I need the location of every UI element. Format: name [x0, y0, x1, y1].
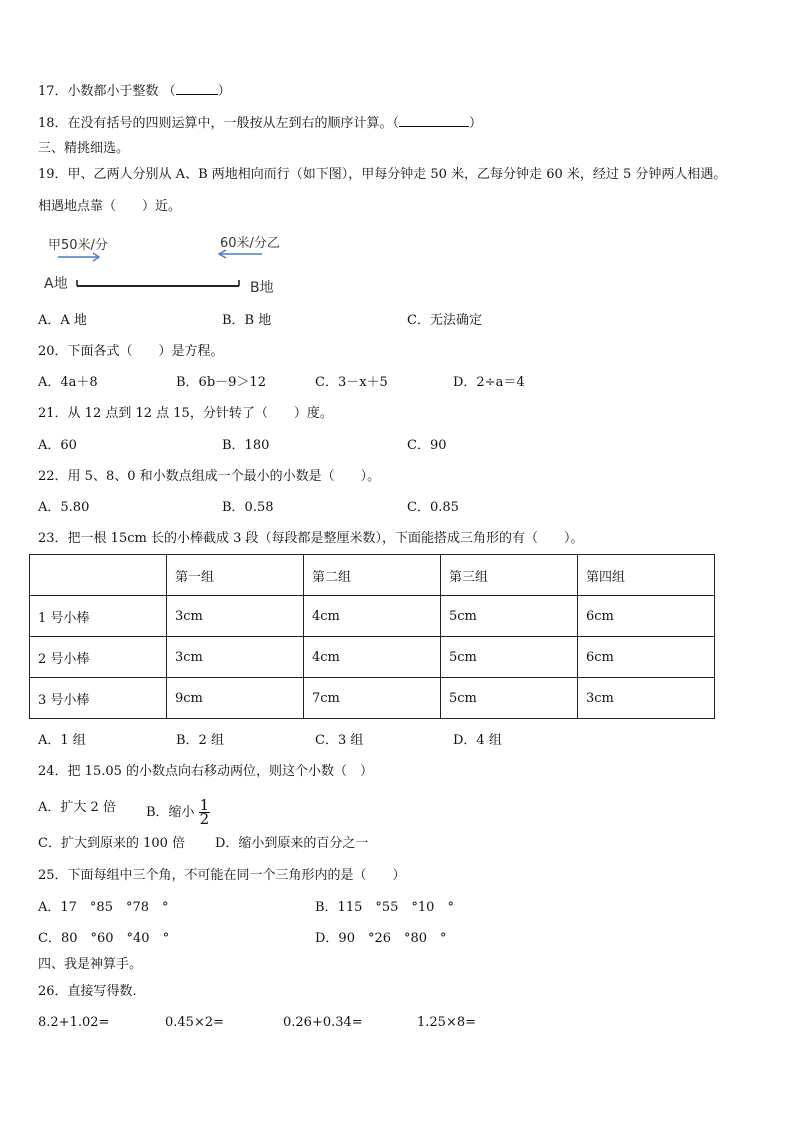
option-c[interactable]: C．90 — [407, 438, 447, 453]
option-b[interactable]: B．180 — [222, 438, 270, 453]
calc-item[interactable]: 0.45×2= — [165, 1015, 225, 1030]
option-c[interactable]: C．3 组 — [315, 733, 364, 748]
option-a[interactable]: A．60 — [38, 438, 77, 453]
answer-blank[interactable] — [399, 114, 469, 127]
option-b-label: B．缩小 — [146, 805, 195, 820]
table-cell: 3 号小棒 — [30, 678, 167, 719]
calc-item[interactable]: 1.25×8= — [417, 1015, 477, 1030]
table-header-row — [30, 555, 715, 596]
option-d[interactable]: D．90 °26 °80 ° — [315, 931, 447, 946]
table-row — [30, 596, 715, 637]
question-20: 20．下面各式（ ）是方程。 — [38, 344, 224, 359]
option-a[interactable]: A．17 °85 °78 ° — [38, 900, 169, 915]
option-c[interactable]: C．80 °60 °40 ° — [38, 931, 170, 946]
table-row — [30, 637, 715, 678]
option-c[interactable]: C．无法确定 — [407, 313, 482, 328]
table-cell: 2 号小棒 — [30, 637, 167, 678]
table-cell: 3cm — [578, 678, 715, 719]
left-speed-label: 甲50米/分 — [48, 238, 108, 253]
question-21: 21．从 12 点到 12 点 15，分针转了（ ）度。 — [38, 406, 333, 421]
option-a[interactable]: A．4a＋8 — [38, 375, 98, 390]
option-c[interactable]: C．3－x＋5 — [315, 375, 388, 390]
table-cell: 1 号小棒 — [30, 596, 167, 637]
option-a[interactable]: A．1 组 — [38, 733, 86, 748]
table-cell: 5cm — [441, 596, 578, 637]
distance-diagram — [40, 228, 300, 303]
table-cell: 4cm — [304, 637, 441, 678]
option-c[interactable]: C．扩大到原来的 100 倍 — [38, 836, 186, 851]
right-speed-label: 60米/分乙 — [220, 236, 280, 251]
question-19-line1: 19．甲、乙两人分别从 A、B 两地相向而行（如下图），甲每分钟走 50 米，乙每分钟走 60 米，经过 5 分钟两人相遇。 — [38, 167, 727, 182]
table-header-cell: 第三组 — [441, 555, 578, 596]
option-d[interactable]: D．4 组 — [453, 733, 502, 748]
option-b[interactable] — [146, 796, 210, 828]
table-cell: 3cm — [167, 596, 304, 637]
option-b[interactable]: B．B 地 — [222, 313, 272, 328]
option-b[interactable]: B．115 °55 °10 ° — [315, 900, 454, 915]
table-header-cell: 第四组 — [578, 555, 715, 596]
table-cell: 9cm — [167, 678, 304, 719]
option-a[interactable]: A．A 地 — [38, 313, 87, 328]
section-heading-3: 三、精挑细选。 — [38, 141, 130, 156]
table-cell: 5cm — [441, 637, 578, 678]
table-header-cell: 第二组 — [304, 555, 441, 596]
question-19-line2: 相遇地点靠（ ）近。 — [38, 199, 182, 214]
calc-item[interactable]: 8.2+1.02= — [38, 1015, 110, 1030]
question-25: 25．下面每组中三个角，不可能在同一个三角形内的是（ ） — [38, 868, 406, 883]
option-c[interactable]: C．0.85 — [407, 500, 459, 515]
answer-blank[interactable] — [176, 82, 218, 95]
question-26: 26．直接写得数. — [38, 984, 137, 999]
fraction: $\frac{1}{2}$ — [199, 796, 210, 828]
table-row — [30, 678, 715, 719]
option-b[interactable]: B．6b－9＞12 — [176, 375, 266, 390]
table-cell: 6cm — [578, 637, 715, 678]
calc-item[interactable]: 0.26+0.34= — [283, 1015, 363, 1030]
question-22: 22．用 5、8、0 和小数点组成一个最小的小数是（ ）。 — [38, 469, 381, 484]
option-a[interactable]: A．5.80 — [38, 500, 90, 515]
place-a-label: A地 — [44, 276, 68, 292]
table-cell: 5cm — [441, 678, 578, 719]
question-24: 24．把 15.05 的小数点向右移动两位，则这个小数（ ） — [38, 764, 374, 779]
option-a[interactable]: A．扩大 2 倍 — [38, 800, 116, 815]
section-heading-4: 四、我是神算手。 — [38, 957, 143, 972]
table-cell: 4cm — [304, 596, 441, 637]
option-b[interactable]: B．2 组 — [176, 733, 224, 748]
question-17-text: 17．小数都小于整数 （ — [38, 84, 176, 99]
question-18: 18．在没有括号的四则运算中，一般按从左到右的顺序计算。（ ） — [38, 116, 483, 131]
question-23: 23．把一根 15cm 长的小棒截成 3 段（每段都是整厘米数），下面能搭成三角形的有（ ）。 — [38, 531, 584, 546]
place-b-label: B地 — [250, 280, 274, 296]
question-18-text: 18．在没有括号的四则运算中，一般按从左到右的顺序计算。（ — [38, 116, 400, 131]
table-cell: 3cm — [167, 637, 304, 678]
table-header-cell — [30, 555, 167, 596]
table-header-cell: 第一组 — [167, 555, 304, 596]
table-cell: 7cm — [304, 678, 441, 719]
question-17: 17．小数都小于整数 （ ） — [38, 84, 231, 99]
option-b[interactable]: B．0.58 — [222, 500, 274, 515]
option-d[interactable]: D．缩小到原来的百分之一 — [215, 836, 369, 851]
rod-length-table — [29, 554, 715, 719]
option-d[interactable]: D．2÷a＝4 — [453, 375, 525, 390]
table-cell: 6cm — [578, 596, 715, 637]
